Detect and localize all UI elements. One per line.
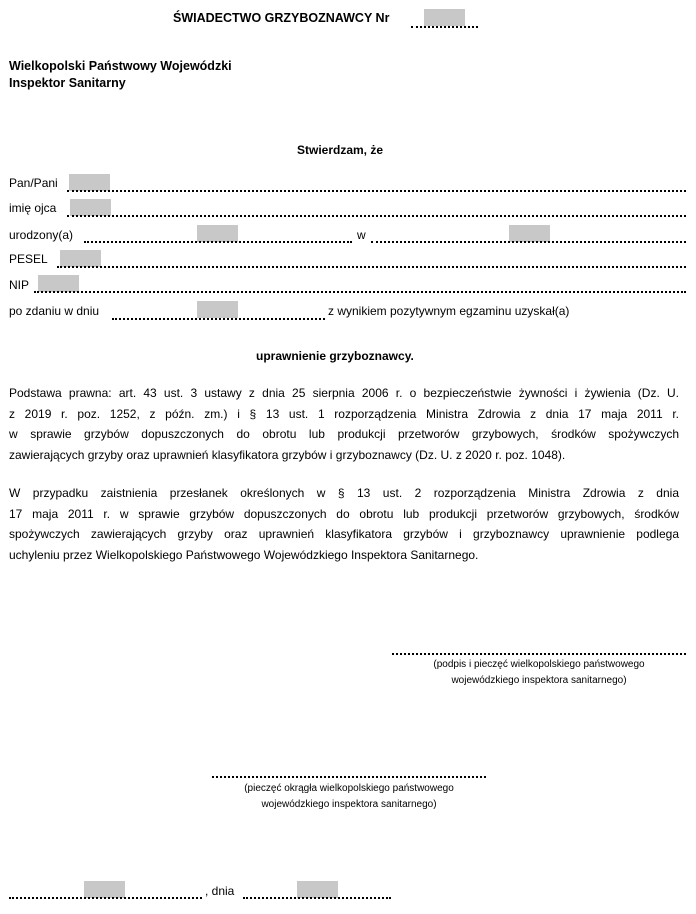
name-redacted	[69, 174, 110, 191]
signature-caption	[392, 657, 686, 689]
pesel-label: PESEL	[9, 252, 48, 266]
exam-date-redacted	[197, 301, 238, 318]
birth-place-line	[371, 241, 686, 243]
exam-result-text: z wynikiem pozytywnym egzaminu uzyskał(a)	[328, 304, 570, 318]
revocation-line: 17 maja 2011 r. w sprawie grzybów dopuszczonych do obrotu lub produkcji przetworów grzybowych, środków	[9, 506, 679, 521]
certificate-number-redacted	[424, 9, 465, 26]
stamp-caption-line-2: wojewódzkiego inspektora sanitarnego)	[261, 799, 437, 810]
date-line	[243, 897, 391, 899]
date-redacted	[297, 881, 338, 898]
statement-heading: Stwierdzam, że	[297, 143, 384, 157]
name-line	[67, 190, 686, 192]
father-name-line	[67, 215, 686, 217]
entitlement-heading: uprawnienie grzyboznawcy.	[256, 349, 414, 363]
signature-line	[392, 653, 686, 655]
document-title: ŚWIADECTWO GRZYBOZNAWCY Nr	[173, 11, 390, 25]
birth-date-redacted	[197, 225, 238, 242]
name-label: Pan/Pani	[9, 176, 58, 190]
born-label: urodzony(a)	[9, 228, 74, 242]
revocation-line: spożywczych zawierających grzyby oraz uprawnień klasyfikatora grzybów i grzyboznawcy uprawnienie podlega	[9, 527, 679, 541]
birth-place-redacted	[509, 225, 550, 242]
father-name-label: imię ojca	[9, 201, 57, 215]
legal-basis-line: w sprawie grzybów dopuszczonych do obrotu lub produkcji przetworów grzybowych, środków spożywczych	[9, 427, 679, 441]
nip-redacted	[38, 275, 79, 292]
signature-caption-line-1: (podpis i pieczęć wielkopolskiego państwowego	[433, 659, 645, 670]
legal-basis-line: z 2019 r. poz. 1252, z późn. zm.) i § 13 ust. 1 rozporządzenia Ministra Zdrowia z dnia 17 maja 2011 r.	[9, 406, 679, 421]
pesel-redacted	[60, 250, 101, 267]
nip-line	[34, 291, 686, 293]
signature-caption-line-2: wojewódzkiego inspektora sanitarnego)	[451, 675, 627, 686]
birth-date-line	[84, 241, 352, 243]
father-name-redacted	[70, 199, 111, 216]
born-in-label: w	[357, 228, 366, 242]
place-line	[9, 897, 202, 899]
legal-basis-line: zawierających grzyby oraz uprawnień klasyfikatora grzybów i grzyboznawcy (Dz. U. z 2020 r. poz. 1048).	[9, 447, 566, 462]
revocation-paragraph	[9, 483, 679, 586]
revocation-line: uchyleniu przez Wielkopolskiego Państwowego Wojewódzkiego Inspektora Sanitarnego.	[9, 547, 479, 562]
exam-date-line	[112, 318, 325, 320]
exam-date-label: po zdaniu w dniu	[9, 304, 100, 318]
place-redacted	[84, 881, 125, 898]
issuer-line-2: Inspektor Sanitarny	[9, 76, 126, 90]
legal-basis-paragraph	[9, 383, 679, 486]
revocation-line: W przypadku zaistnienia przesłanek określonych w § 13 ust. 2 rozporządzenia Ministra Zdrowia z dnia	[9, 486, 679, 500]
stamp-caption	[212, 781, 486, 813]
stamp-caption-line-1: (pieczęć okrągła wielkopolskiego państwowego	[244, 783, 454, 794]
issuer-line-1: Wielkopolski Państwowy Wojewódzki	[9, 59, 232, 73]
certificate-number-line	[411, 26, 478, 28]
legal-basis-line: Podstawa prawna: art. 43 ust. 3 ustawy z dnia 25 sierpnia 2006 r. o bezpieczeństwie żywności i żywienia (Dz. U.	[9, 386, 679, 400]
date-label: , dnia	[205, 884, 235, 898]
pesel-line	[57, 266, 686, 268]
nip-label: NIP	[9, 278, 30, 292]
stamp-line	[212, 776, 486, 778]
